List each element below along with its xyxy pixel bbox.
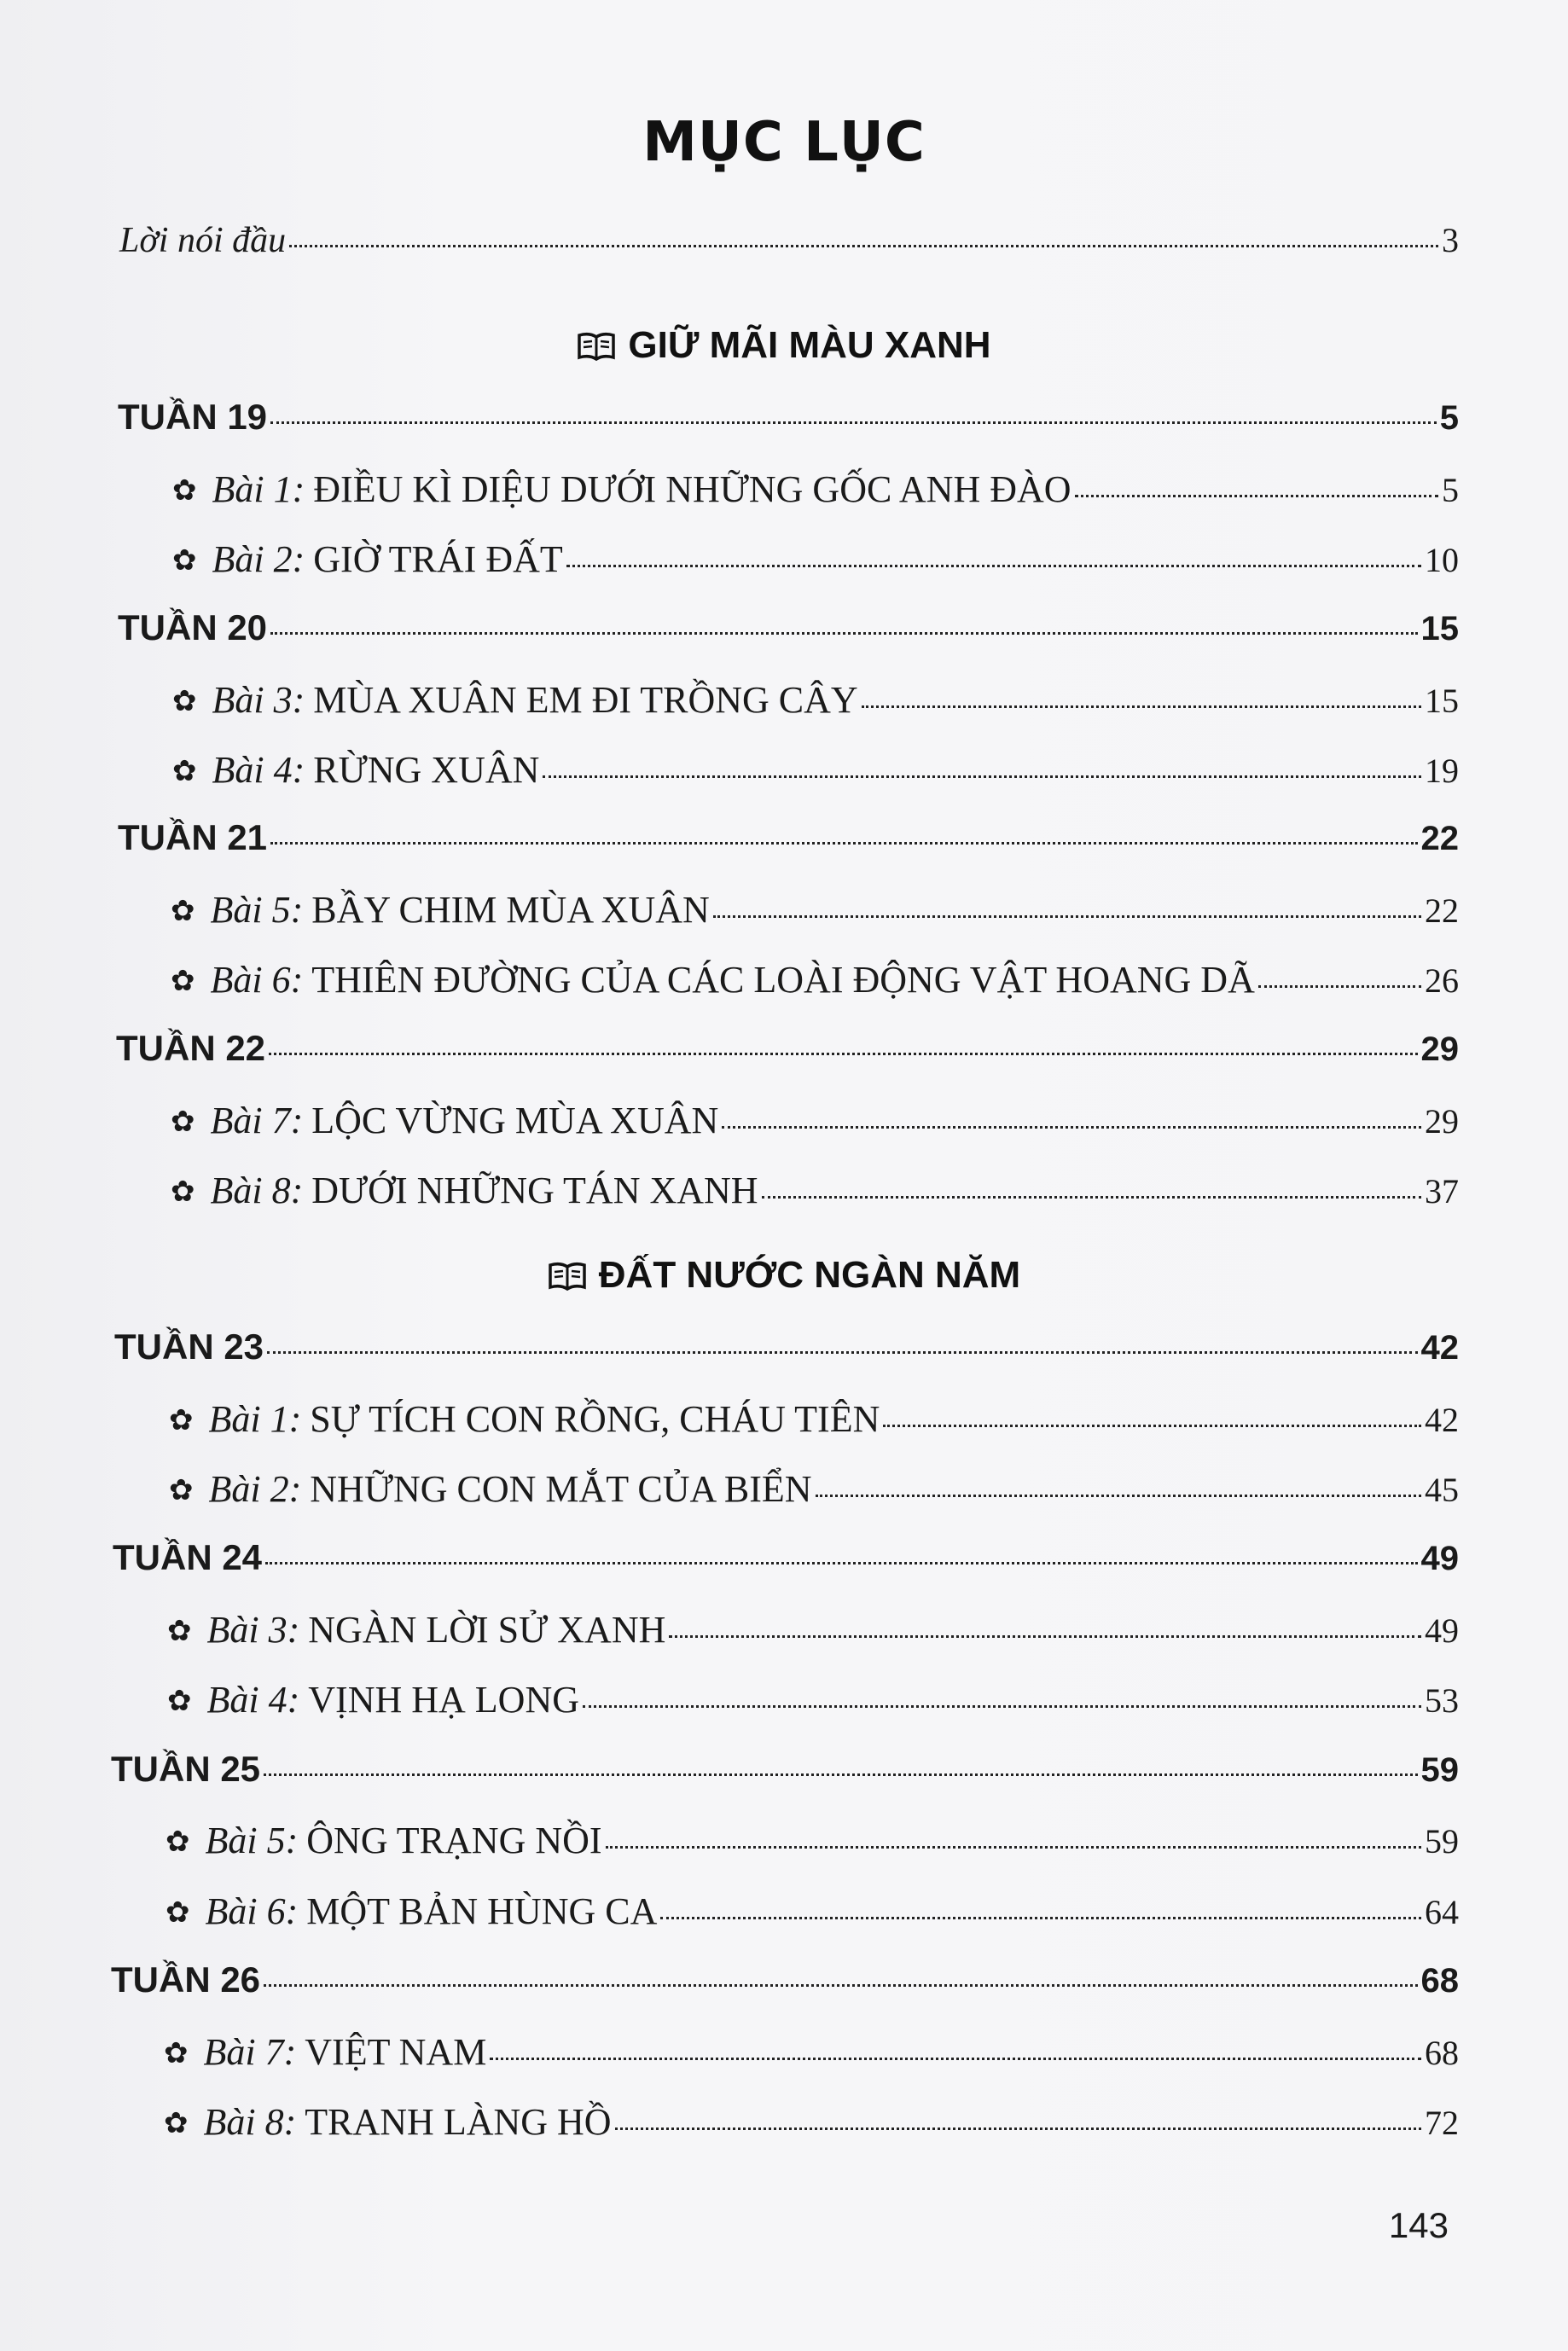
toc-entry-week[interactable] — [116, 1028, 1459, 1069]
toc-page-number: 5 — [1442, 471, 1459, 509]
toc-entry-week[interactable] — [118, 397, 1459, 438]
week-label: TUẦN 22 — [116, 1028, 266, 1068]
toc-page-number: 49 — [1420, 1540, 1459, 1577]
lesson-number: Bài 3: — [212, 679, 305, 721]
toc-page-number: 49 — [1425, 1611, 1459, 1650]
toc-page-number: 15 — [1425, 682, 1459, 720]
dot-leader — [490, 2057, 1421, 2060]
dot-leader — [264, 1983, 1417, 1987]
dot-leader — [566, 564, 1421, 567]
lesson-number: Bài 1: — [212, 468, 305, 510]
flower-bullet-icon: ✿ — [164, 2038, 189, 2069]
dot-leader — [270, 841, 1417, 845]
lesson-number: Bài 1: — [208, 1398, 302, 1440]
week-label: TUẦN 20 — [118, 607, 268, 647]
toc-entry-lesson[interactable] — [172, 537, 1459, 581]
flower-bullet-icon: ✿ — [172, 686, 197, 717]
flower-bullet-icon: ✿ — [169, 1475, 194, 1506]
lesson-number: Bài 2: — [212, 538, 305, 580]
dot-leader — [267, 1350, 1417, 1354]
dot-leader — [1075, 494, 1438, 497]
lesson-number: Bài 2: — [208, 1468, 302, 1510]
lesson-number: Bài 8: — [210, 1170, 304, 1211]
toc-page-number: 59 — [1425, 1822, 1459, 1860]
dot-leader — [660, 1916, 1421, 1919]
flower-bullet-icon: ✿ — [171, 1176, 195, 1208]
lesson-title: DƯỚI NHỮNG TÁN XANH — [311, 1170, 758, 1211]
toc-entry-lesson[interactable] — [171, 1099, 1459, 1142]
flower-bullet-icon: ✿ — [172, 545, 197, 577]
lesson-title: RỪNG XUÂN — [313, 749, 540, 791]
toc-page-number: 15 — [1420, 610, 1459, 647]
dot-leader — [583, 1704, 1421, 1708]
flower-bullet-icon: ✿ — [164, 2108, 189, 2139]
flower-bullet-icon: ✿ — [172, 756, 197, 787]
flower-bullet-icon: ✿ — [166, 1826, 190, 1858]
toc-entry-week[interactable] — [114, 1326, 1459, 1367]
week-label: TUẦN 26 — [111, 1959, 261, 2000]
lesson-title: LỘC VỪNG MÙA XUÂN — [311, 1100, 719, 1141]
week-label: TUẦN 21 — [118, 817, 268, 857]
flower-bullet-icon: ✿ — [171, 966, 195, 997]
toc-page-number: 45 — [1425, 1471, 1459, 1509]
week-label: TUẦN 25 — [111, 1749, 261, 1789]
toc-page-number: 22 — [1420, 820, 1459, 857]
toc-page-number: 10 — [1425, 541, 1459, 579]
toc-entry-lesson[interactable] — [172, 748, 1459, 792]
dot-leader — [543, 775, 1421, 778]
week-label: TUẦN 24 — [113, 1537, 263, 1577]
toc-entry-lesson[interactable] — [171, 1169, 1459, 1212]
dot-leader — [606, 1845, 1421, 1849]
toc-entry-lesson[interactable] — [167, 1678, 1459, 1721]
lesson-number: Bài 4: — [206, 1679, 300, 1721]
lesson-number: Bài 5: — [210, 889, 304, 931]
lesson-number: Bài 6: — [205, 1890, 299, 1932]
toc-entry-lesson[interactable] — [166, 1890, 1459, 1933]
dot-leader — [762, 1195, 1421, 1199]
open-book-icon — [577, 328, 616, 370]
dot-leader — [1258, 984, 1421, 988]
toc-page-number: 3 — [1442, 221, 1459, 259]
toc-entry-lesson[interactable] — [164, 2030, 1459, 2074]
flower-bullet-icon: ✿ — [166, 1897, 190, 1929]
toc-page-number: 72 — [1425, 2104, 1459, 2142]
lesson-number: Bài 7: — [210, 1100, 304, 1141]
toc-entry-lesson[interactable] — [172, 678, 1459, 722]
toc-page-number: 26 — [1425, 961, 1459, 1000]
dot-leader — [264, 1773, 1417, 1776]
toc-page-number: 29 — [1425, 1102, 1459, 1141]
toc-page-number: 53 — [1425, 1681, 1459, 1720]
toc-entry-label: Lời nói đầu — [119, 221, 287, 260]
page-number: 143 — [1388, 2205, 1449, 2245]
toc-page-number: 29 — [1420, 1030, 1459, 1068]
toc-entry-week[interactable] — [111, 1749, 1459, 1790]
lesson-number: Bài 6: — [210, 959, 304, 1001]
section-title: ĐẤT NƯỚC NGÀN NĂM — [598, 1254, 1021, 1296]
toc-entry-lesson[interactable] — [166, 1819, 1459, 1862]
lesson-number: Bài 5: — [205, 1820, 299, 1861]
section-title: GIỮ MÃI MÀU XANH — [628, 324, 991, 366]
lesson-number: Bài 3: — [206, 1609, 300, 1651]
lesson-title: MÙA XUÂN EM ĐI TRỒNG CÂY — [313, 679, 858, 721]
toc-page-number: 64 — [1425, 1893, 1459, 1931]
dot-leader — [615, 2127, 1421, 2130]
toc-entry-lesson[interactable] — [169, 1397, 1459, 1441]
toc-page-number: 19 — [1425, 752, 1459, 790]
open-book-icon — [548, 1257, 587, 1300]
dot-leader — [816, 1494, 1421, 1497]
flower-bullet-icon: ✿ — [172, 475, 197, 507]
lesson-title: ĐIỀU KÌ DIỆU DƯỚI NHỮNG GỐC ANH ĐÀO — [313, 468, 1071, 510]
toc-entry-lesson[interactable] — [171, 958, 1459, 1001]
toc-entry-lesson[interactable] — [169, 1467, 1459, 1511]
lesson-number: Bài 7: — [203, 2031, 297, 2073]
week-label: TUẦN 23 — [114, 1326, 264, 1367]
flower-bullet-icon: ✿ — [171, 1106, 195, 1138]
toc-entry-lesson[interactable] — [164, 2100, 1459, 2144]
toc-page-number: 22 — [1425, 891, 1459, 930]
toc-page-number: 5 — [1439, 399, 1459, 437]
lesson-title: GIỜ TRÁI ĐẤT — [313, 538, 563, 580]
lesson-title: TRANH LÀNG HỒ — [305, 2101, 612, 2143]
toc-entry-week[interactable] — [113, 1537, 1459, 1578]
flower-bullet-icon: ✿ — [167, 1616, 192, 1647]
toc-entry-week[interactable] — [118, 817, 1459, 858]
lesson-number: Bài 8: — [203, 2101, 297, 2143]
lesson-title: VIỆT NAM — [305, 2031, 487, 2073]
page-title: MỤC LỤC — [642, 111, 926, 174]
lesson-title: NGÀN LỜI SỬ XANH — [308, 1609, 666, 1651]
toc-page-number: 42 — [1420, 1329, 1459, 1367]
dot-leader — [713, 914, 1421, 918]
dot-leader — [289, 244, 1438, 247]
section-heading — [0, 1254, 1568, 1300]
week-label: TUẦN 19 — [118, 397, 268, 437]
dot-leader — [269, 1052, 1417, 1055]
dot-leader — [883, 1424, 1421, 1427]
lesson-title: NHỮNG CON MẮT CỦA BIỂN — [310, 1468, 812, 1510]
lesson-title: ÔNG TRẠNG NỒI — [306, 1820, 602, 1861]
lesson-title: MỘT BẢN HÙNG CA — [306, 1890, 658, 1932]
lesson-title: BẦY CHIM MÙA XUÂN — [311, 889, 710, 931]
lesson-title: VỊNH HẠ LONG — [308, 1679, 579, 1721]
flower-bullet-icon: ✿ — [167, 1686, 192, 1717]
dot-leader — [722, 1125, 1421, 1129]
toc-entry-week[interactable] — [111, 1959, 1459, 2000]
lesson-title: SỰ TÍCH CON RỒNG, CHÁU TIÊN — [310, 1398, 880, 1440]
flower-bullet-icon: ✿ — [171, 896, 195, 927]
dot-leader — [669, 1634, 1421, 1638]
lesson-number: Bài 4: — [212, 749, 305, 791]
dot-leader — [862, 705, 1421, 708]
toc-page-number: 59 — [1420, 1751, 1459, 1789]
toc-page-number: 37 — [1425, 1172, 1459, 1210]
toc-page-number: 68 — [1425, 2034, 1459, 2072]
toc-page-number: 42 — [1425, 1401, 1459, 1439]
toc-page-number: 68 — [1420, 1962, 1459, 2000]
toc-entry-lesson[interactable] — [167, 1608, 1459, 1652]
section-heading — [0, 324, 1568, 370]
lesson-title: THIÊN ĐƯỜNG CỦA CÁC LOÀI ĐỘNG VẬT HOANG DÃ — [311, 959, 1255, 1001]
toc-entry-intro[interactable] — [119, 220, 1459, 261]
dot-leader — [265, 1561, 1417, 1564]
toc-entry-lesson[interactable] — [171, 888, 1459, 932]
dot-leader — [270, 421, 1437, 424]
toc-entry-lesson[interactable] — [172, 467, 1459, 511]
flower-bullet-icon: ✿ — [169, 1405, 194, 1437]
toc-entry-week[interactable] — [118, 607, 1459, 648]
dot-leader — [270, 631, 1417, 635]
